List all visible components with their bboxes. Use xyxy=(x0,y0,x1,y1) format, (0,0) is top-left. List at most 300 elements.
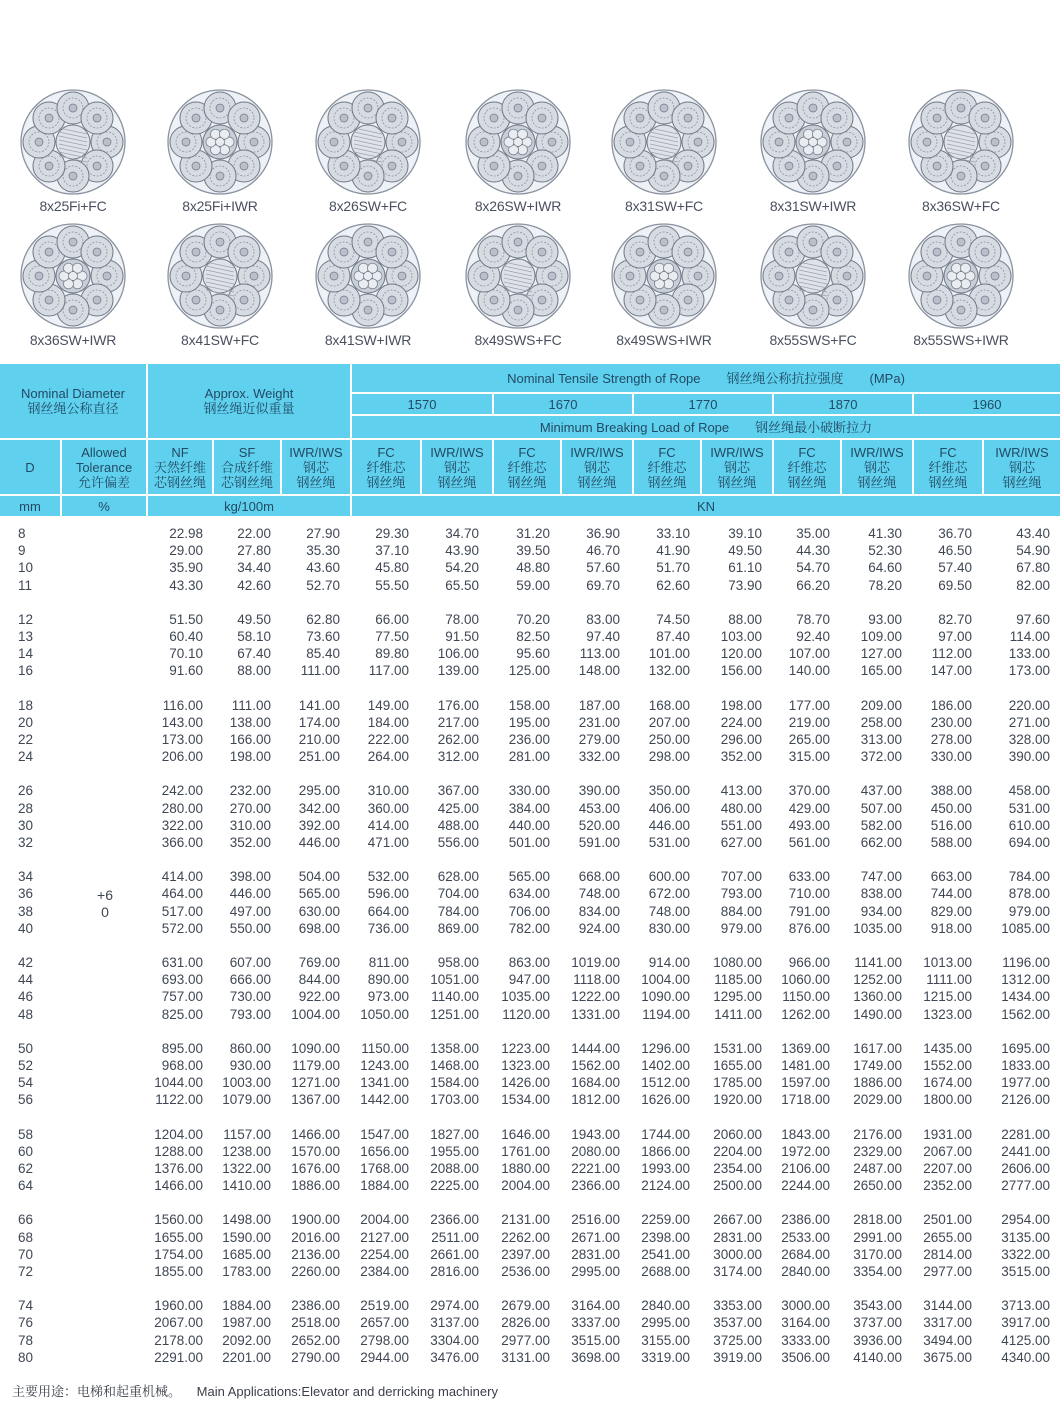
weight-col-2: SF 合成纤维 芯钢丝绳 xyxy=(214,440,280,494)
breaking-load-header: Minimum Breaking Load of Rope 钢丝绳最小破断拉力 xyxy=(352,416,1060,438)
breaking-load-value: 979.00 xyxy=(1008,903,1050,919)
breaking-load-value: 1655.00 xyxy=(713,1058,762,1073)
rope-section-8x41sw-iwr xyxy=(293,222,443,348)
weight-value: 198.00 xyxy=(229,749,271,765)
breaking-load-value: 3936.00 xyxy=(853,1332,902,1348)
breaking-load-value: 149.00 xyxy=(367,697,409,713)
breaking-load-value: 1656.00 xyxy=(360,1143,409,1159)
breaking-load-value: 3506.00 xyxy=(781,1349,830,1365)
weight-value: 1004.00 xyxy=(291,1006,340,1022)
breaking-load-value: 222.00 xyxy=(367,732,409,747)
breaking-load-value: 1341.00 xyxy=(360,1075,409,1091)
breaking-load-value: 3515.00 xyxy=(571,1332,620,1348)
breaking-load-value: 1019.00 xyxy=(571,955,620,970)
weight-value: 366.00 xyxy=(161,835,203,850)
breaking-load-value: 1597.00 xyxy=(781,1075,830,1091)
breaking-load-value: 1369.00 xyxy=(781,1040,830,1056)
breaking-load-value: 231.00 xyxy=(578,714,620,730)
weight-value: 242.00 xyxy=(161,783,203,799)
breaking-load-value: 437.00 xyxy=(860,783,902,799)
diameter-value: 44 xyxy=(18,972,34,988)
breaking-load-value: 2831.00 xyxy=(571,1246,620,1262)
breaking-load-value: 425.00 xyxy=(437,800,479,816)
rope-label: 8x26SW+IWR xyxy=(474,198,562,214)
weight-value: 1122.00 xyxy=(155,1092,203,1108)
rope-section-8x36sw-iwr xyxy=(0,222,148,348)
breaking-load-value: 600.00 xyxy=(648,869,690,885)
weight-value: 2652.00 xyxy=(291,1332,340,1348)
diameter-value: 76 xyxy=(18,1315,34,1331)
diameter-col-header: D xyxy=(0,440,60,494)
breaking-load-value: 89.80 xyxy=(375,646,409,662)
breaking-load-value: 217.00 xyxy=(437,714,479,730)
breaking-load-value: 3000.00 xyxy=(713,1246,762,1262)
weight-value: 1003.00 xyxy=(222,1075,271,1091)
breaking-load-value: 250.00 xyxy=(648,732,690,747)
rope-icon xyxy=(759,88,867,196)
breaking-load-value: 2487.00 xyxy=(853,1161,902,1176)
breaking-load-value: 1827.00 xyxy=(430,1126,479,1142)
breaking-load-value: 77.50 xyxy=(375,629,409,644)
rope-label: 8x31SW+FC xyxy=(625,198,703,214)
breaking-load-value: 1761.00 xyxy=(501,1143,550,1159)
rope-section-8x31sw-fc xyxy=(589,88,739,214)
breaking-load-value: 3725.00 xyxy=(713,1332,762,1348)
breaking-load-value: 958.00 xyxy=(437,955,479,970)
breaking-load-value: 782.00 xyxy=(508,920,550,936)
breaking-load-value: 1749.00 xyxy=(853,1058,902,1073)
breaking-load-value: 450.00 xyxy=(930,800,972,816)
diameter-value: 20 xyxy=(18,714,34,730)
grade-1870-col-1: FC 纤维芯 钢丝绳 xyxy=(774,440,840,494)
weight-value: 1376.00 xyxy=(154,1161,203,1176)
breaking-load-value: 979.00 xyxy=(720,920,762,936)
tolerance-plus: +6 xyxy=(97,887,113,903)
weight-value: 1783.00 xyxy=(222,1264,271,1279)
breaking-load-value: 1035.00 xyxy=(501,989,550,1005)
weight-value: 630.00 xyxy=(298,903,340,919)
unit-kg: kg/100m xyxy=(148,496,350,516)
breaking-load-value: 2366.00 xyxy=(430,1212,479,1228)
breaking-load-value: 2657.00 xyxy=(360,1315,409,1331)
breaking-load-value: 2126.00 xyxy=(1001,1092,1050,1108)
breaking-load-value: 1150.00 xyxy=(782,989,830,1005)
breaking-load-value: 1243.00 xyxy=(360,1058,409,1073)
diameter-value: 46 xyxy=(18,989,34,1005)
breaking-load-value: 1584.00 xyxy=(430,1075,479,1091)
breaking-load-value: 2667.00 xyxy=(713,1212,762,1228)
weight-value: 757.00 xyxy=(161,989,203,1005)
breaking-load-value: 914.00 xyxy=(648,955,690,970)
diameter-value: 52 xyxy=(18,1058,34,1073)
rope-section-8x55sws-fc xyxy=(738,222,888,348)
rope-section-8x25fi-fc xyxy=(0,88,148,214)
weight-value: 29.00 xyxy=(169,543,203,559)
breaking-load-value: 3000.00 xyxy=(781,1298,830,1314)
breaking-load-value: 531.00 xyxy=(648,835,690,850)
breaking-load-value: 838.00 xyxy=(860,886,902,902)
breaking-load-value: 2204.00 xyxy=(713,1143,762,1159)
breaking-load-value: 2840.00 xyxy=(641,1298,690,1314)
weight-value: 143.00 xyxy=(161,714,203,730)
breaking-load-value: 45.80 xyxy=(375,560,409,576)
breaking-load-value: 88.00 xyxy=(728,611,762,627)
weight-value: 1466.00 xyxy=(154,1178,203,1194)
breaking-load-value: 2501.00 xyxy=(923,1212,972,1228)
breaking-load-value: 1111.00 xyxy=(926,972,972,988)
rope-label: 8x25Fi+FC xyxy=(39,198,107,214)
breaking-load-value: 596.00 xyxy=(367,886,409,902)
weight-value: 550.00 xyxy=(229,920,271,936)
breaking-load-value: 3144.00 xyxy=(923,1298,972,1314)
weight-value: 607.00 xyxy=(229,955,271,970)
breaking-load-value: 173.00 xyxy=(1008,663,1050,679)
breaking-load-value: 3515.00 xyxy=(1001,1264,1050,1279)
weight-value: 70.10 xyxy=(169,646,203,662)
weight-value: 116.00 xyxy=(162,697,203,713)
breaking-load-value: 328.00 xyxy=(1008,732,1050,747)
weight-value: 1079.00 xyxy=(222,1092,271,1108)
breaking-load-value: 516.00 xyxy=(930,817,972,833)
breaking-load-value: 101.00 xyxy=(648,646,690,662)
breaking-load-value: 2650.00 xyxy=(853,1178,902,1194)
breaking-load-value: 35.00 xyxy=(796,526,830,541)
breaking-load-value: 1323.00 xyxy=(923,1006,972,1022)
breaking-load-value: 869.00 xyxy=(437,920,479,936)
breaking-load-value: 1562.00 xyxy=(571,1058,620,1073)
weight-value: 1560.00 xyxy=(154,1212,203,1228)
breaking-load-value: 3164.00 xyxy=(571,1298,620,1314)
weight-col-1: NF 天然纤维 芯钢丝绳 xyxy=(148,440,212,494)
breaking-load-value: 67.80 xyxy=(1016,560,1050,576)
breaking-load-value: 793.00 xyxy=(720,886,762,902)
breaking-load-value: 78.20 xyxy=(868,577,902,593)
breaking-load-value: 3322.00 xyxy=(1001,1246,1050,1262)
breaking-load-value: 1617.00 xyxy=(853,1040,902,1056)
breaking-load-value: 74.50 xyxy=(656,611,690,627)
breaking-load-value: 1552.00 xyxy=(923,1058,972,1073)
breaking-load-value: 1468.00 xyxy=(430,1058,479,1073)
breaking-load-value: 97.00 xyxy=(938,629,972,644)
breaking-load-value: 1013.00 xyxy=(923,955,972,970)
breaking-load-value: 2329.00 xyxy=(853,1143,902,1159)
breaking-load-value: 588.00 xyxy=(930,835,972,850)
weight-value: 2201.00 xyxy=(222,1349,271,1365)
breaking-load-value: 3698.00 xyxy=(571,1349,620,1365)
breaking-load-value: 37.10 xyxy=(375,543,409,559)
breaking-load-value: 1931.00 xyxy=(923,1126,972,1142)
breaking-load-value: 1085.00 xyxy=(1001,920,1050,936)
weight-value: 1367.00 xyxy=(291,1092,340,1108)
breaking-load-value: 3304.00 xyxy=(430,1332,479,1348)
rope-icon xyxy=(166,88,274,196)
breaking-load-value: 29.30 xyxy=(375,526,409,541)
weight-value: 111.00 xyxy=(231,697,271,713)
breaking-load-value: 834.00 xyxy=(578,903,620,919)
breaking-load-value: 372.00 xyxy=(860,749,902,765)
diameter-value: 8 xyxy=(18,526,26,541)
breaking-load-value: 117.00 xyxy=(368,663,409,679)
diameter-value: 18 xyxy=(18,697,34,713)
rope-icon xyxy=(610,222,718,330)
breaking-load-value: 57.40 xyxy=(938,560,972,576)
breaking-load-value: 2831.00 xyxy=(713,1229,762,1245)
weight-value: 1466.00 xyxy=(291,1126,340,1142)
breaking-load-value: 878.00 xyxy=(1008,886,1050,902)
rope-label: 8x41SW+IWR xyxy=(324,332,412,348)
grade-1960-col-2: IWR/IWS 钢芯 钢丝绳 xyxy=(984,440,1060,494)
diameter-value: 78 xyxy=(18,1332,34,1348)
breaking-load-value: 2262.00 xyxy=(501,1229,550,1245)
breaking-load-value: 863.00 xyxy=(508,955,550,970)
breaking-load-value: 69.50 xyxy=(938,577,972,593)
diameter-value: 32 xyxy=(18,835,34,850)
breaking-load-value: 3917.00 xyxy=(1001,1315,1050,1331)
breaking-load-value: 1886.00 xyxy=(853,1075,902,1091)
breaking-load-value: 3476.00 xyxy=(430,1349,479,1365)
breaking-load-value: 147.00 xyxy=(930,663,972,679)
breaking-load-value: 628.00 xyxy=(437,869,479,885)
breaking-load-value: 3164.00 xyxy=(781,1315,830,1331)
breaking-load-value: 1222.00 xyxy=(571,989,620,1005)
weight-value: 1855.00 xyxy=(154,1264,203,1279)
weight-value: 572.00 xyxy=(161,920,203,936)
rope-label: 8x49SWS+IWR xyxy=(616,332,712,348)
weight-value: 922.00 xyxy=(298,989,340,1005)
breaking-load-value: 493.00 xyxy=(788,817,830,833)
breaking-load-value: 1833.00 xyxy=(1001,1058,1050,1073)
breaking-load-value: 446.00 xyxy=(648,817,690,833)
breaking-load-value: 258.00 xyxy=(860,714,902,730)
diameter-value: 11 xyxy=(18,577,33,593)
breaking-load-value: 707.00 xyxy=(720,869,762,885)
rope-section-8x55sws-iwr xyxy=(886,222,1036,348)
breaking-load-value: 1312.00 xyxy=(1001,972,1050,988)
diameter-value: 26 xyxy=(18,783,34,799)
grade-1960-col-1: FC 纤维芯 钢丝绳 xyxy=(914,440,982,494)
breaking-load-value: 39.50 xyxy=(516,543,550,559)
breaking-load-value: 367.00 xyxy=(437,783,479,799)
diameter-value: 14 xyxy=(18,646,34,662)
breaking-load-value: 83.00 xyxy=(586,611,620,627)
breaking-load-value: 1060.00 xyxy=(781,972,830,988)
breaking-load-value: 1444.00 xyxy=(571,1040,620,1056)
breaking-load-value: 114.00 xyxy=(1009,629,1050,644)
breaking-load-value: 1744.00 xyxy=(641,1126,690,1142)
breaking-load-value: 488.00 xyxy=(437,817,479,833)
weight-value: 52.70 xyxy=(306,577,340,593)
rope-icon xyxy=(19,88,127,196)
breaking-load-value: 507.00 xyxy=(860,800,902,816)
breaking-load-value: 165.00 xyxy=(860,663,902,679)
weight-value: 1987.00 xyxy=(222,1315,271,1331)
breaking-load-value: 876.00 xyxy=(788,920,830,936)
breaking-load-value: 156.00 xyxy=(720,663,762,679)
breaking-load-value: 2688.00 xyxy=(641,1264,690,1279)
diameter-value: 56 xyxy=(18,1092,34,1108)
breaking-load-value: 1140.00 xyxy=(431,989,479,1005)
breaking-load-value: 2254.00 xyxy=(360,1246,409,1262)
breaking-load-value: 1884.00 xyxy=(360,1178,409,1194)
breaking-load-value: 390.00 xyxy=(1008,749,1050,765)
breaking-load-value: 4140.00 xyxy=(853,1349,902,1365)
weight-value: 43.30 xyxy=(169,577,203,593)
weight-value: 1179.00 xyxy=(292,1058,340,1073)
diameter-value: 12 xyxy=(18,611,34,627)
weight-value: 769.00 xyxy=(298,955,340,970)
weight-value: 2092.00 xyxy=(222,1332,271,1348)
weight-value: 43.60 xyxy=(306,560,340,576)
breaking-load-value: 264.00 xyxy=(367,749,409,765)
breaking-load-value: 1434.00 xyxy=(1001,989,1050,1005)
diameter-value: 60 xyxy=(18,1143,34,1159)
breaking-load-value: 1646.00 xyxy=(501,1126,550,1142)
breaking-load-value: 97.60 xyxy=(1016,611,1050,627)
breaking-load-value: 1358.00 xyxy=(430,1040,479,1056)
breaking-load-value: 49.50 xyxy=(728,543,762,559)
tensile-strength-header: Nominal Tensile Strength of Rope 钢丝绳公称抗拉强度 (MPa) xyxy=(352,364,1060,392)
main-applications xyxy=(12,1381,510,1400)
weight-value: 1960.00 xyxy=(154,1298,203,1314)
breaking-load-value: 54.90 xyxy=(1016,543,1050,559)
breaking-load-value: 298.00 xyxy=(648,749,690,765)
diameter-value: 28 xyxy=(18,800,34,816)
breaking-load-value: 1252.00 xyxy=(853,972,902,988)
weight-col-3: IWR/IWS 钢芯 钢丝绳 xyxy=(282,440,350,494)
breaking-load-value: 370.00 xyxy=(788,783,830,799)
diameter-value: 72 xyxy=(18,1264,34,1279)
breaking-load-value: 2655.00 xyxy=(923,1229,972,1245)
breaking-load-value: 627.00 xyxy=(720,835,762,850)
weight-value: 392.00 xyxy=(298,817,340,833)
breaking-load-value: 747.00 xyxy=(860,869,902,885)
weight-value: 35.90 xyxy=(169,560,203,576)
breaking-load-value: 662.00 xyxy=(860,835,902,850)
tolerance-minus: 0 xyxy=(101,904,109,920)
weight-value: 27.80 xyxy=(237,543,271,559)
breaking-load-value: 87.40 xyxy=(656,629,690,644)
breaking-load-value: 2398.00 xyxy=(641,1229,690,1245)
rope-section-8x36sw-fc xyxy=(886,88,1036,214)
weight-value: 2386.00 xyxy=(291,1298,340,1314)
weight-value: 210.00 xyxy=(298,732,340,747)
weight-value: 322.00 xyxy=(161,817,203,833)
breaking-load-value: 350.00 xyxy=(648,783,690,799)
breaking-load-value: 265.00 xyxy=(788,732,830,747)
breaking-load-value: 3170.00 xyxy=(853,1246,902,1262)
weight-value: 352.00 xyxy=(229,835,271,850)
breaking-load-value: 1426.00 xyxy=(501,1075,550,1091)
breaking-load-value: 103.00 xyxy=(720,629,762,644)
breaking-load-value: 556.00 xyxy=(437,835,479,850)
breaking-load-value: 198.00 xyxy=(720,697,762,713)
weight-value: 1590.00 xyxy=(222,1229,271,1245)
breaking-load-value: 3353.00 xyxy=(713,1298,762,1314)
rope-label: 8x25Fi+IWR xyxy=(182,198,258,214)
breaking-load-value: 1718.00 xyxy=(781,1092,830,1108)
breaking-load-value: 230.00 xyxy=(930,714,972,730)
breaking-load-value: 281.00 xyxy=(508,749,550,765)
breaking-load-value: 2088.00 xyxy=(430,1161,479,1176)
breaking-load-value: 884.00 xyxy=(720,903,762,919)
breaking-load-value: 2541.00 xyxy=(641,1246,690,1262)
grade-1570: 1570 xyxy=(352,394,492,414)
weight-value: 88.00 xyxy=(237,663,271,679)
breaking-load-value: 132.00 xyxy=(648,663,690,679)
breaking-load-value: 2606.00 xyxy=(1001,1161,1050,1176)
breaking-load-value: 2207.00 xyxy=(923,1161,972,1176)
breaking-load-value: 330.00 xyxy=(508,783,550,799)
rope-section-8x49sws-fc xyxy=(443,222,593,348)
breaking-load-value: 413.00 xyxy=(720,783,762,799)
breaking-load-value: 2826.00 xyxy=(501,1315,550,1331)
breaking-load-value: 2067.00 xyxy=(923,1143,972,1159)
weight-value: 27.90 xyxy=(306,526,340,541)
breaking-load-value: 406.00 xyxy=(648,800,690,816)
breaking-load-value: 704.00 xyxy=(437,886,479,902)
rope-label: 8x36SW+IWR xyxy=(29,332,117,348)
breaking-load-value: 219.00 xyxy=(788,714,830,730)
breaking-load-value: 1490.00 xyxy=(853,1006,902,1022)
weight-value: 1271.00 xyxy=(291,1075,340,1091)
breaking-load-value: 3137.00 xyxy=(430,1315,479,1331)
weight-value: 730.00 xyxy=(229,989,271,1005)
weight-value: 1886.00 xyxy=(291,1178,340,1194)
unit-mm: mm xyxy=(0,496,60,516)
breaking-load-value: 3543.00 xyxy=(853,1298,902,1314)
breaking-load-value: 561.00 xyxy=(788,835,830,850)
breaking-load-value: 2352.00 xyxy=(923,1178,972,1194)
breaking-load-value: 3135.00 xyxy=(1001,1229,1050,1245)
breaking-load-value: 811.00 xyxy=(368,955,409,970)
breaking-load-value: 1785.00 xyxy=(713,1075,762,1091)
breaking-load-value: 791.00 xyxy=(788,903,830,919)
weight-value: 930.00 xyxy=(229,1058,271,1073)
weight-value: 62.80 xyxy=(306,611,340,627)
breaking-load-value: 582.00 xyxy=(860,817,902,833)
breaking-load-value: 1843.00 xyxy=(781,1126,830,1142)
breaking-load-value: 139.00 xyxy=(437,663,479,679)
weight-value: 1754.00 xyxy=(154,1246,203,1262)
breaking-load-value: 414.00 xyxy=(367,817,409,833)
breaking-load-value: 1360.00 xyxy=(853,989,902,1005)
diameter-value: 48 xyxy=(18,1006,34,1022)
breaking-load-value: 78.70 xyxy=(796,611,830,627)
breaking-load-value: 3155.00 xyxy=(641,1332,690,1348)
weight-value: 1157.00 xyxy=(223,1126,271,1142)
breaking-load-value: 92.40 xyxy=(796,629,830,644)
weight-value: 34.40 xyxy=(237,560,271,576)
breaking-load-value: 224.00 xyxy=(720,714,762,730)
weight-value: 51.50 xyxy=(169,611,203,627)
breaking-load-value: 1768.00 xyxy=(360,1161,409,1176)
breaking-load-value: 186.00 xyxy=(930,697,972,713)
breaking-load-value: 694.00 xyxy=(1008,835,1050,850)
weight-value: 2016.00 xyxy=(291,1229,340,1245)
breaking-load-value: 2671.00 xyxy=(571,1229,620,1245)
breaking-load-value: 1402.00 xyxy=(641,1058,690,1073)
weight-value: 67.40 xyxy=(237,646,271,662)
breaking-load-value: 3317.00 xyxy=(923,1315,972,1331)
rope-icon xyxy=(759,222,867,330)
breaking-load-value: 3174.00 xyxy=(713,1264,762,1279)
breaking-load-value: 1435.00 xyxy=(923,1040,972,1056)
breaking-load-value: 2500.00 xyxy=(713,1178,762,1194)
rope-label: 8x41SW+FC xyxy=(181,332,259,348)
grade-1770: 1770 xyxy=(634,394,772,414)
breaking-load-value: 1141.00 xyxy=(854,955,902,970)
weight-value: 1204.00 xyxy=(154,1126,203,1142)
